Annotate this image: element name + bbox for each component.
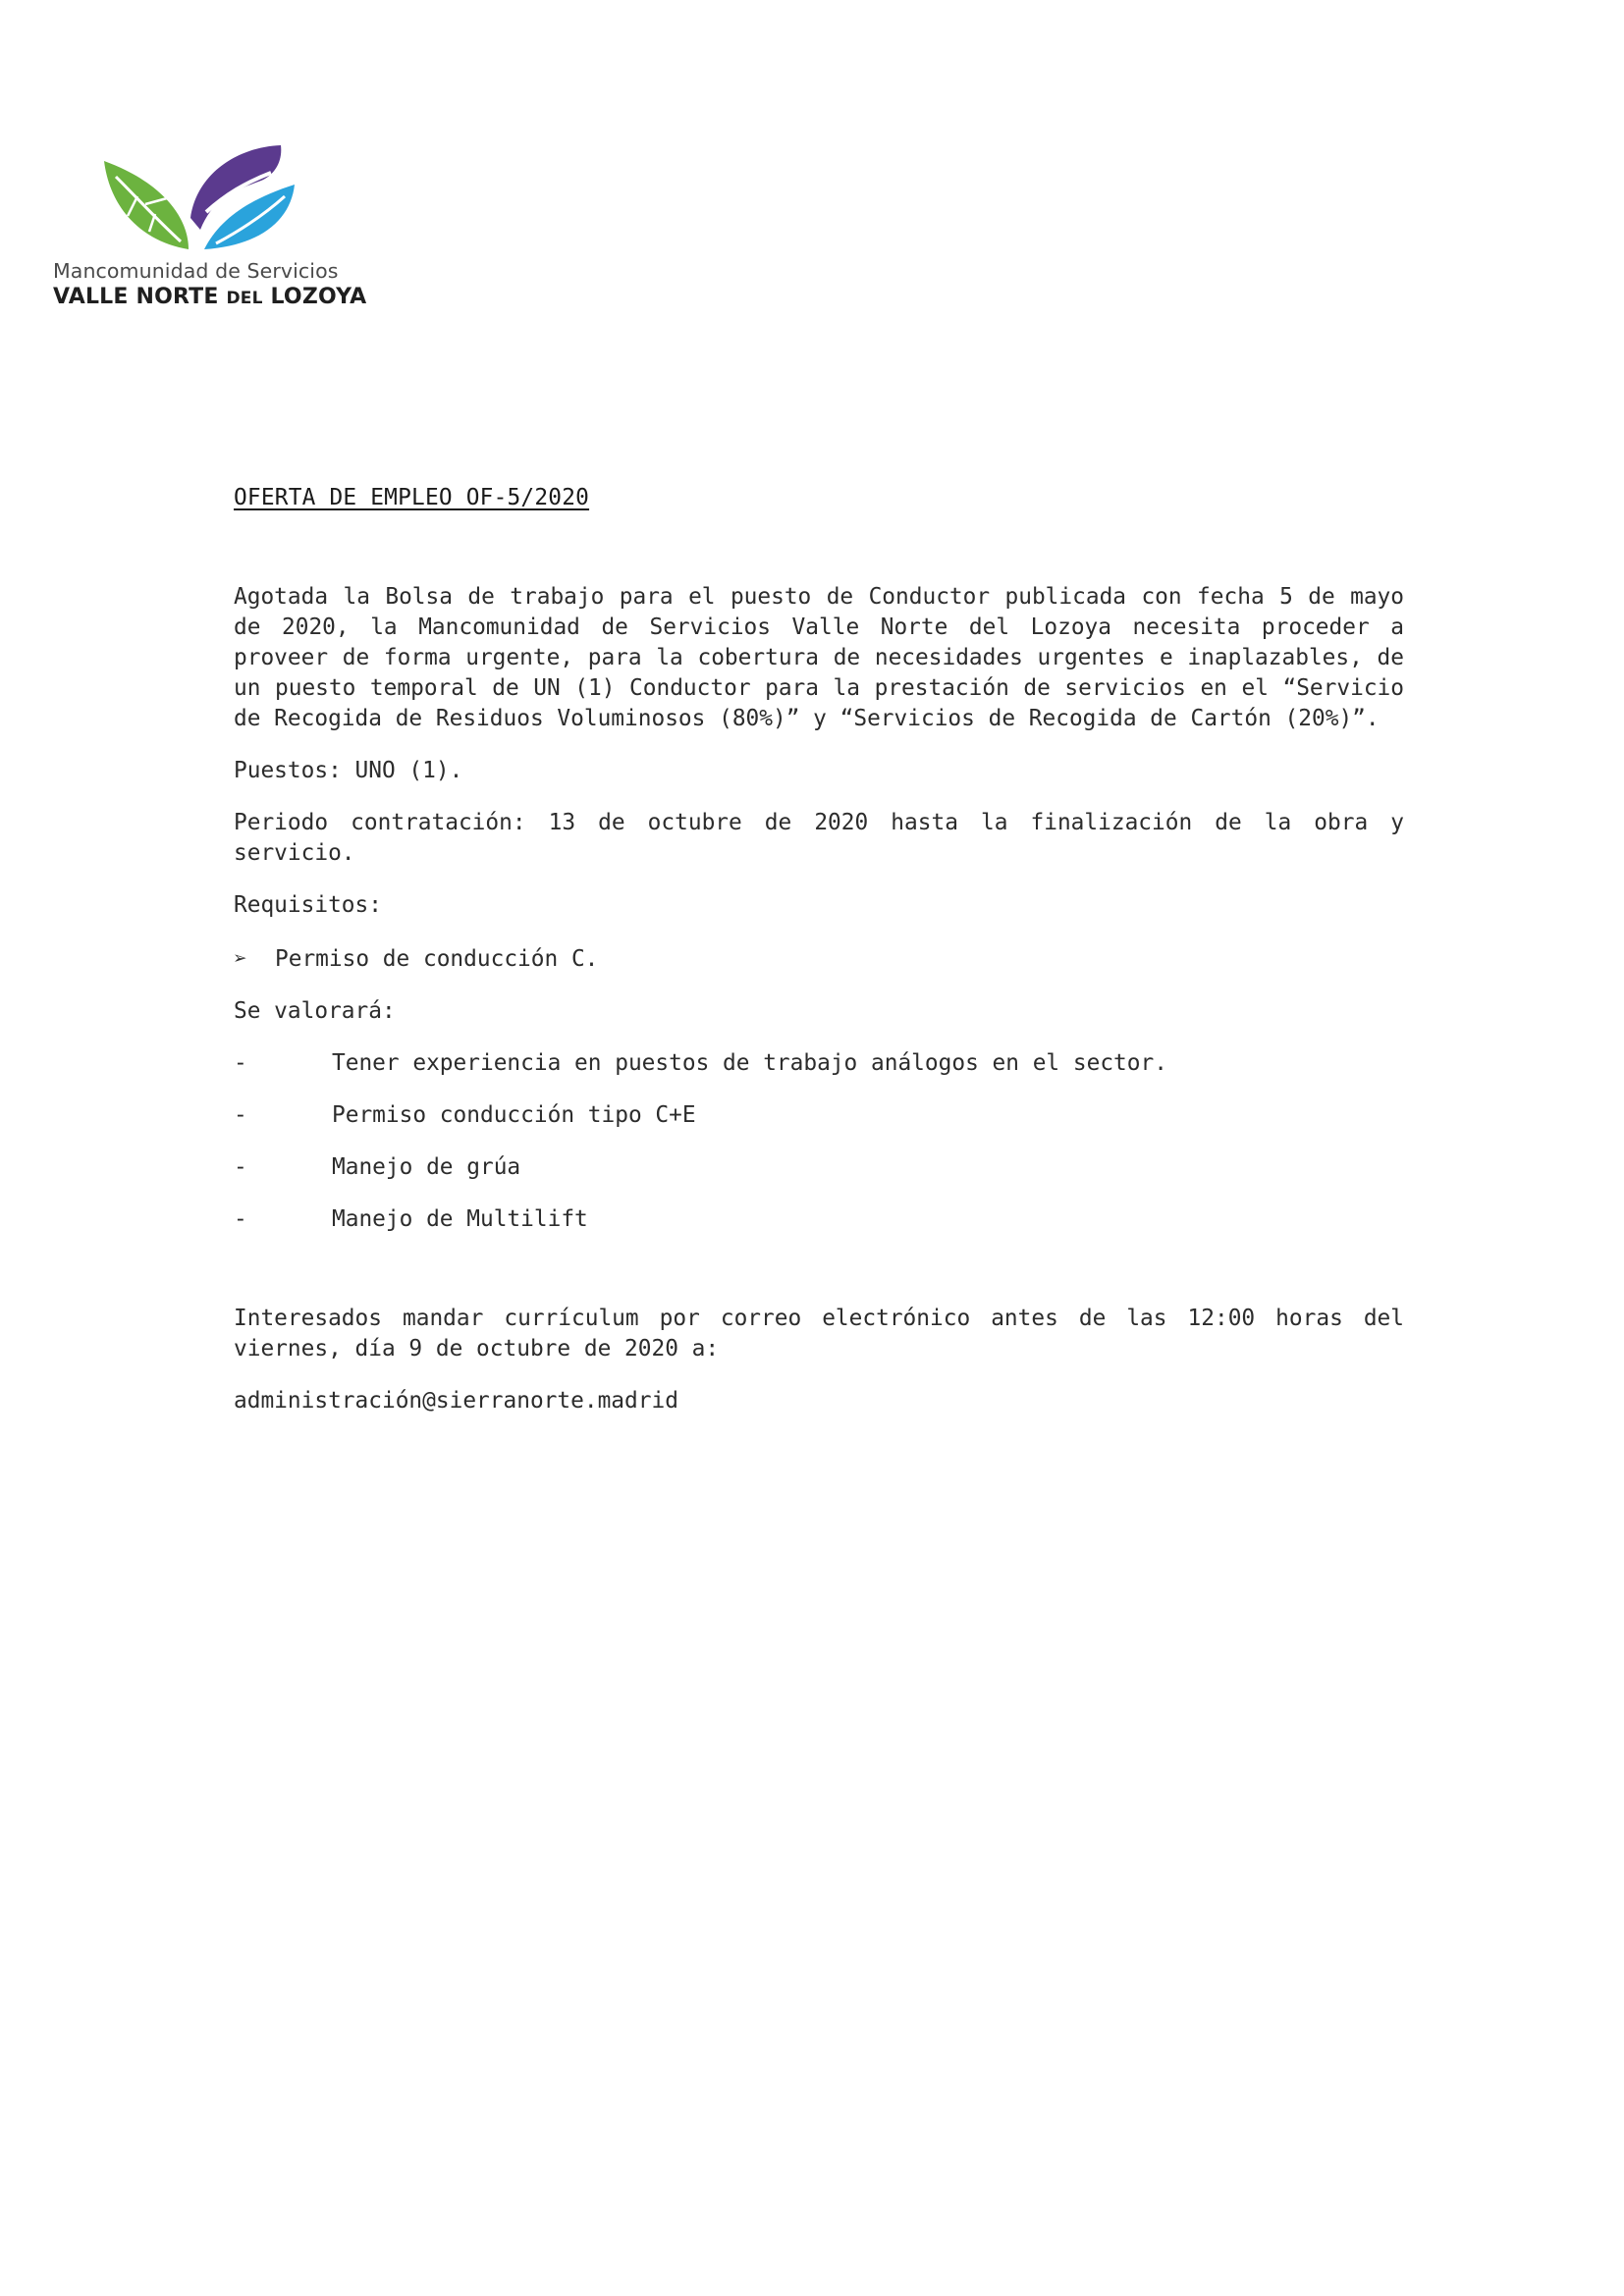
positions-paragraph: Puestos: UNO (1). — [234, 758, 463, 783]
logo-title — [53, 285, 366, 309]
leaves-logo-icon — [98, 139, 334, 263]
document-title: OFERTA DE EMPLEO OF-5/2020 — [234, 485, 590, 510]
requirement-item — [234, 944, 1404, 975]
valued-label: Se valorará: — [234, 998, 396, 1024]
requirement-text: Permiso de conducción C. — [275, 946, 599, 972]
organization-logo — [51, 139, 367, 316]
logo-subtitle: Mancomunidad de Servicios — [53, 259, 339, 283]
valued-item-text: Manejo de grúa — [332, 1154, 521, 1180]
intro-paragraph: Agotada la Bolsa de trabajo para el puesto de Conductor publicada con fecha 5 de mayo de 2020, la Mancomunidad de Servicios Valle Norte del Lozoya necesita proceder a proveer de forma urgente, para la cobertura de necesidades urgentes e inaplazables, de un puesto temporal de UN (1) Conductor para la prestación de servicios en el “Servicio de Recogida de Residuos Voluminosos (80%)” y “Servicios de Recogida de Cartón (20%)”. — [234, 584, 1404, 731]
valued-item-text: Tener experiencia en puestos de trabajo análogos en el sector. — [332, 1050, 1167, 1076]
closing-paragraph: Interesados mandar currículum por correo electrónico antes de las 12:00 horas del viernes, día 9 de octubre de 2020 a: — [234, 1306, 1404, 1362]
valued-item — [234, 1152, 1404, 1183]
logo-title-part-a: VALLE NORTE — [53, 285, 227, 309]
dash-bullet: - — [234, 1102, 247, 1128]
valued-item — [234, 1204, 1404, 1235]
logo-title-part-c: LOZOYA — [262, 285, 367, 309]
logo-title-part-b: DEL — [226, 289, 263, 308]
contact-email: administración@sierranorte.madrid — [234, 1388, 678, 1414]
valued-item — [234, 1048, 1404, 1079]
dash-bullet: - — [234, 1050, 247, 1076]
dash-bullet: - — [234, 1154, 247, 1180]
requirements-label: Requisitos: — [234, 892, 382, 918]
dash-bullet: - — [234, 1206, 247, 1232]
valued-item — [234, 1100, 1404, 1131]
valued-item-text: Permiso conducción tipo C+E — [332, 1102, 696, 1128]
contract-period-paragraph: Periodo contratación: 13 de octubre de 2020 hasta la finalización de la obra y servicio. — [234, 810, 1404, 866]
arrow-bullet-icon: ➢ — [234, 946, 247, 972]
document-body — [234, 483, 1404, 1416]
valued-item-text: Manejo de Multilift — [332, 1206, 588, 1232]
